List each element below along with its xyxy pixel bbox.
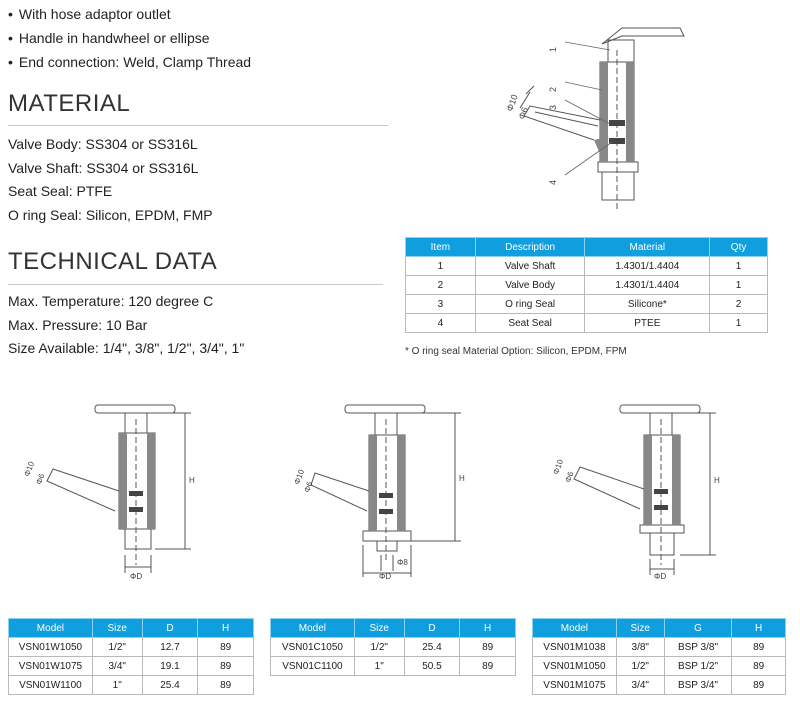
cell: O ring Seal — [475, 295, 585, 314]
cell: 19.1 — [142, 657, 198, 676]
feature-item: • Handle in handwheel or ellipse — [8, 26, 251, 50]
cell: 1 — [710, 276, 768, 295]
col-d: D — [142, 619, 198, 638]
feature-item: • End connection: Weld, Clamp Thread — [8, 50, 251, 74]
valve-section-drawing — [490, 20, 695, 210]
table-row — [533, 638, 786, 657]
cell: VSN01M1050 — [533, 657, 617, 676]
table-header-row — [533, 619, 786, 638]
parts-table — [405, 237, 768, 333]
cell: VSN01W1100 — [9, 676, 93, 695]
clamp-model-table — [270, 618, 516, 676]
col-size: Size — [354, 619, 404, 638]
cell: 2 — [406, 276, 476, 295]
cell: 89 — [198, 638, 254, 657]
cell: 1/2" — [354, 638, 404, 657]
col-d: D — [404, 619, 460, 638]
technical-heading: TECHNICAL DATA — [8, 248, 218, 275]
cell: 1 — [406, 257, 476, 276]
clamp-dia-label: Φ8 — [397, 558, 408, 567]
callout-1: 1 — [548, 46, 558, 52]
cell: 1.4301/1.4404 — [585, 276, 710, 295]
col-qty: Qty — [710, 238, 768, 257]
outer-dia-label: Φ10 — [22, 460, 37, 478]
seal-material-note: * O ring seal Material Option: Silicon, EPDM, FPM — [405, 346, 627, 357]
inner-dia-label: Φ6 — [563, 470, 576, 484]
callout-4: 4 — [548, 179, 558, 185]
table-row — [406, 295, 768, 314]
cell: VSN01W1075 — [9, 657, 93, 676]
cell: VSN01C1050 — [271, 638, 355, 657]
table-header-row — [406, 238, 768, 257]
col-h: H — [198, 619, 254, 638]
table-row — [9, 638, 254, 657]
inner-dia-label: Φ6 — [516, 105, 531, 121]
outer-dia-label: Φ10 — [292, 468, 307, 486]
material-list — [8, 133, 213, 227]
cell: 4 — [406, 314, 476, 333]
cell: 1" — [354, 657, 404, 676]
clamp-end-drawing — [285, 395, 480, 580]
cell: 3 — [406, 295, 476, 314]
cell: VSN01C1100 — [271, 657, 355, 676]
cell: BSP 3/8" — [664, 638, 732, 657]
technical-line: Max. Pressure: 10 Bar — [8, 316, 148, 333]
weld-end-drawing — [15, 395, 210, 580]
cell: VSN01M1075 — [533, 676, 617, 695]
cell: PTEE — [585, 314, 710, 333]
material-line: O ring Seal: Silicon, EPDM, FMP — [8, 206, 213, 223]
table-row — [9, 676, 254, 695]
material-line: Valve Shaft: SS304 or SS316L — [8, 159, 199, 176]
weld-model-table — [8, 618, 254, 695]
col-model: Model — [271, 619, 355, 638]
table-row — [271, 657, 516, 676]
cell: 89 — [460, 638, 516, 657]
cell: 89 — [198, 657, 254, 676]
cell: 89 — [732, 676, 786, 695]
bottom-dia-label: ΦD — [654, 572, 667, 580]
bottom-dia-label: ΦD — [379, 572, 392, 580]
table-row — [533, 676, 786, 695]
cell: Silicone* — [585, 295, 710, 314]
col-material: Material — [585, 238, 710, 257]
cell: 25.4 — [142, 676, 198, 695]
col-model: Model — [533, 619, 617, 638]
cell: 3/4" — [92, 657, 142, 676]
inner-dia-label: Φ6 — [34, 472, 47, 486]
cell: 1/2" — [616, 657, 664, 676]
table-row — [271, 638, 516, 657]
cell: 1/2" — [92, 638, 142, 657]
material-heading: MATERIAL — [8, 90, 131, 117]
outer-dia-label: Φ10 — [551, 458, 566, 476]
table-row — [406, 314, 768, 333]
feature-list — [8, 2, 251, 74]
col-size: Size — [92, 619, 142, 638]
technical-list — [8, 290, 244, 361]
cell: 89 — [460, 657, 516, 676]
cell: BSP 1/2" — [664, 657, 732, 676]
cell: 25.4 — [404, 638, 460, 657]
cell: 1 — [710, 314, 768, 333]
cell: BSP 3/4" — [664, 676, 732, 695]
table-row — [9, 657, 254, 676]
cell: 1 — [710, 257, 768, 276]
col-h: H — [460, 619, 516, 638]
cell: 89 — [732, 657, 786, 676]
cell: VSN01M1038 — [533, 638, 617, 657]
technical-line: Size Available: 1/4", 3/8", 1/2", 3/4", 1" — [8, 340, 245, 356]
height-label: H — [189, 476, 195, 485]
col-g: G — [664, 619, 732, 638]
cell: 2 — [710, 295, 768, 314]
table-row — [406, 276, 768, 295]
technical-line: Max. Temperature: 120 degree C — [8, 293, 214, 309]
material-divider — [8, 125, 388, 126]
table-row — [406, 257, 768, 276]
bottom-dia-label: ΦD — [130, 572, 143, 580]
cell: 89 — [732, 638, 786, 657]
material-line: Seat Seal: PTFE — [8, 183, 113, 199]
table-header-row — [271, 619, 516, 638]
cell: VSN01W1050 — [9, 638, 93, 657]
col-description: Description — [475, 238, 585, 257]
cell: Valve Body — [475, 276, 585, 295]
height-label: H — [459, 474, 465, 483]
inner-dia-label: Φ6 — [302, 480, 315, 494]
col-size: Size — [616, 619, 664, 638]
cell: 3/8" — [616, 638, 664, 657]
col-model: Model — [9, 619, 93, 638]
feature-item: • With hose adaptor outlet — [8, 2, 251, 26]
height-label: H — [714, 476, 720, 485]
cell: 1" — [92, 676, 142, 695]
cell: 1.4301/1.4404 — [585, 257, 710, 276]
callout-2: 2 — [548, 86, 558, 92]
callout-3: 3 — [548, 104, 558, 110]
col-item: Item — [406, 238, 476, 257]
table-row — [533, 657, 786, 676]
cell: 50.5 — [404, 657, 460, 676]
cell: 12.7 — [142, 638, 198, 657]
col-h: H — [732, 619, 786, 638]
cell: Seat Seal — [475, 314, 585, 333]
cell: 89 — [198, 676, 254, 695]
material-line: Valve Body: SS304 or SS316L — [8, 136, 198, 152]
table-header-row — [9, 619, 254, 638]
cell: 3/4" — [616, 676, 664, 695]
cell: Valve Shaft — [475, 257, 585, 276]
outer-dia-label: Φ10 — [504, 93, 520, 113]
technical-divider — [8, 284, 383, 285]
thread-model-table — [532, 618, 786, 695]
thread-end-drawing — [540, 395, 735, 580]
